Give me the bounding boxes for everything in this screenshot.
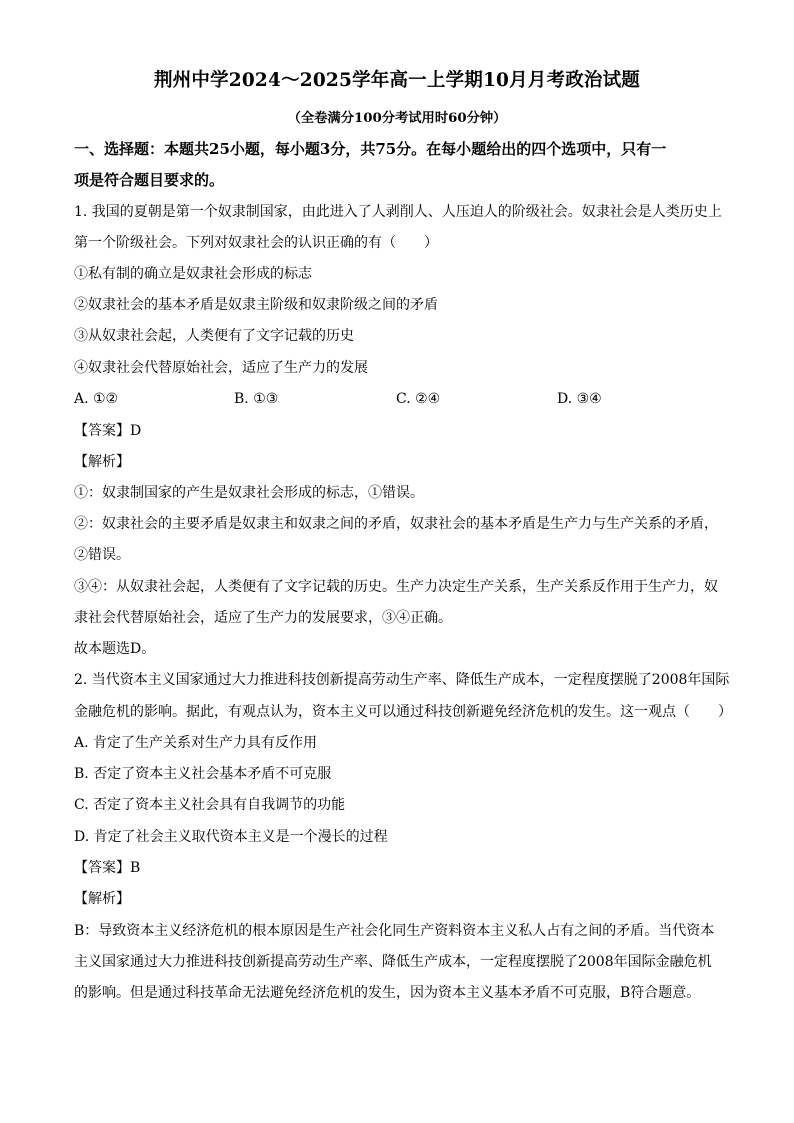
page-title: 荆州中学2024～2025学年高一上学期10月月考政治试题	[153, 70, 641, 91]
q1-statement: ③从奴隶社会起，人类便有了文字记载的历史	[74, 328, 354, 344]
q1-analysis-line: ②：奴隶社会的主要矛盾是奴隶主和奴隶之间的矛盾，奴隶社会的基本矛盾是生产力与生产关系的矛盾，	[74, 516, 718, 532]
q2-analysis-line: 的影响。但是通过科技革命无法避免经济危机的发生，因为资本主义基本矛盾不可克服，B符合题意。	[74, 985, 701, 1001]
q2-option-a: A. 肯定了生产关系对生产力具有反作用	[74, 735, 318, 751]
exam-info: （全卷满分100分考试用时60分钟）	[287, 111, 507, 126]
q1-analysis-line: 隶社会代替原始社会，适应了生产力的发展要求，③④正确。	[74, 610, 452, 626]
q2-option-b: B. 否定了资本主义社会基本矛盾不可克服	[74, 766, 332, 782]
q1-stem: 1. 我国的夏朝是第一个奴隶制国家，由此进入了人剥削人、人压迫人的阶级社会。奴隶社会是人类历史上	[74, 204, 722, 220]
q1-conclusion: 故本题选D。	[74, 641, 156, 657]
q1-analysis-line: ③④：从奴隶社会起，人类便有了文字记载的历史。生产力决定生产关系，生产关系反作用于生产力，奴	[74, 579, 718, 595]
q1-analysis-line: ①：奴隶制国家的产生是奴隶社会形成的标志，①错误。	[74, 485, 424, 501]
q1-statement: ④奴隶社会代替原始社会，适应了生产力的发展	[74, 360, 368, 376]
q2-analysis-line: 主义国家通过大力推进科技创新提高劳动生产率、降低生产成本，一定程度摆脱了2008年国际金融危机	[74, 954, 712, 970]
q1-statement: ①私有制的确立是奴隶社会形成的标志	[74, 266, 312, 282]
q2-analysis-label: 【解析】	[74, 891, 130, 907]
q1-option-d: D. ③④	[557, 391, 602, 407]
q2-option-d: D. 肯定了社会主义取代资本主义是一个漫长的过程	[74, 829, 388, 845]
q2-analysis-line: B：导致资本主义经济危机的根本原因是生产社会化同生产资料资本主义私人占有之间的矛盾。当代资本	[74, 923, 715, 939]
q2-stem-cont: 金融危机的影响。据此，有观点认为，资本主义可以通过科技创新避免经济危机的发生。这一观点（ ）	[74, 704, 732, 720]
q1-statement: ②奴隶社会的基本矛盾是奴隶主阶级和奴隶阶级之间的矛盾	[74, 297, 438, 313]
q1-option-c: C. ②④	[396, 391, 441, 407]
q1-option-a: A. ①②	[74, 391, 119, 407]
q1-analysis-label: 【解析】	[74, 454, 130, 470]
q1-analysis-line: ②错误。	[74, 547, 130, 563]
q2-option-c: C. 否定了资本主义社会具有自我调节的功能	[74, 797, 346, 813]
section-heading: 一、选择题：本题共25小题，每小题3分，共75分。在每小题给出的四个选项中，只有一	[74, 140, 667, 158]
q2-answer: 【答案】B	[74, 860, 141, 876]
q2-stem: 2. 当代资本主义国家通过大力推进科技创新提高劳动生产率、降低生产成本，一定程度摆脱了2008年国际	[74, 672, 730, 688]
section-heading-cont: 项是符合题目要求的。	[74, 171, 225, 189]
q1-answer: 【答案】D	[74, 423, 142, 439]
q1-stem-cont: 第一个阶级社会。下列对奴隶社会的认识正确的有（ ）	[74, 235, 438, 251]
q1-option-b: B. ①③	[234, 391, 279, 407]
